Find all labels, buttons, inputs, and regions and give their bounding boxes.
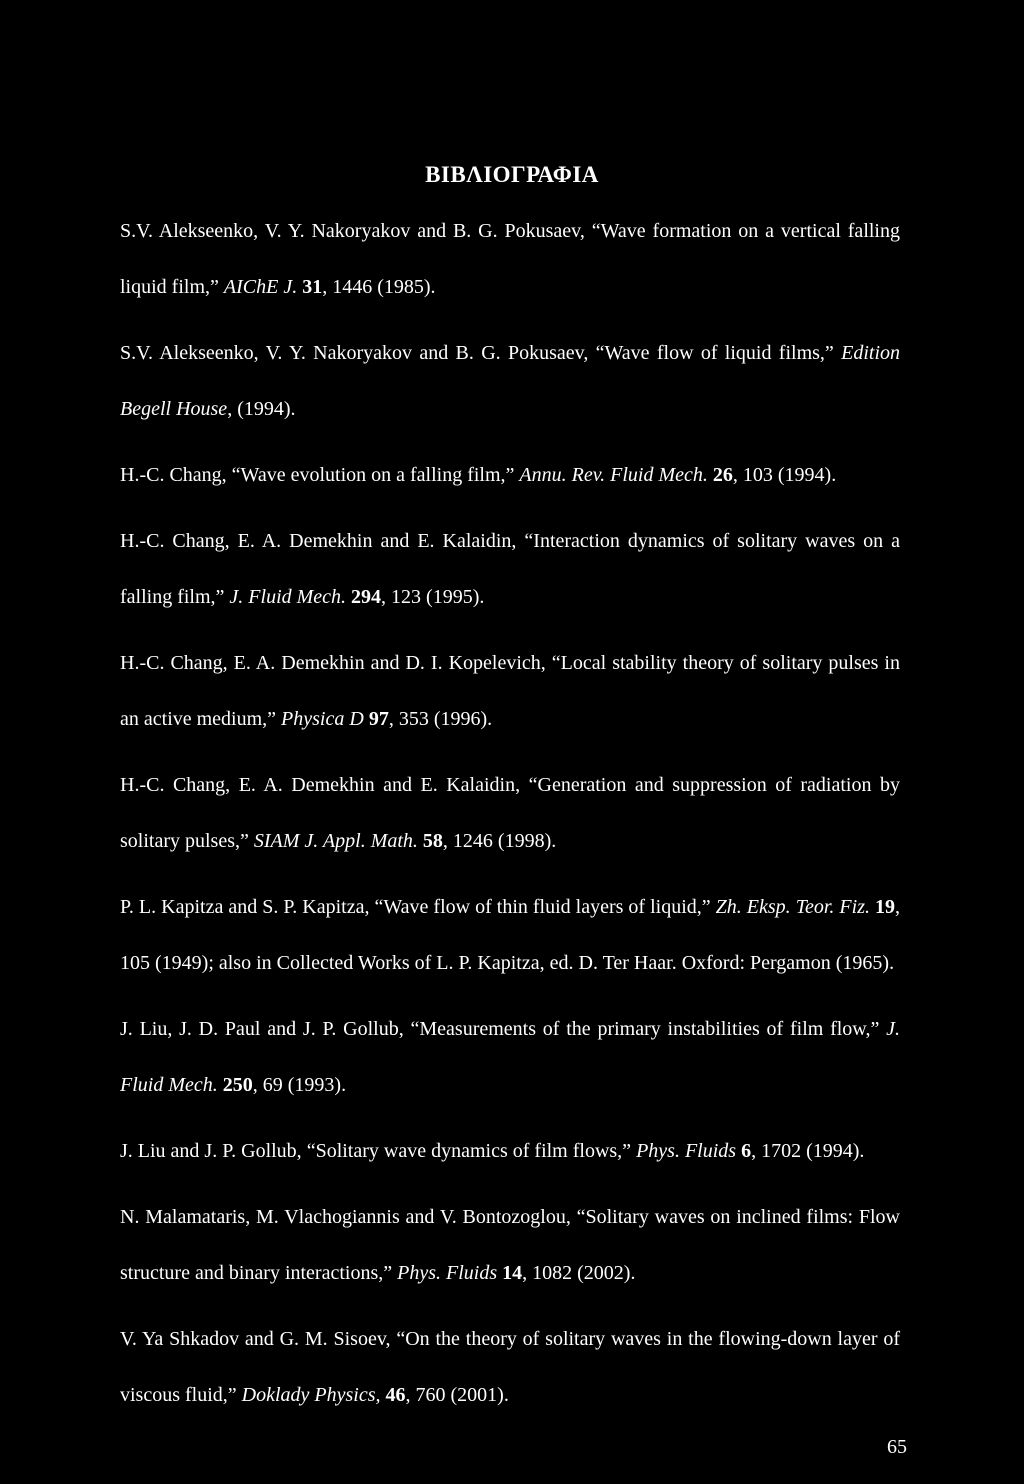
page-number: 65 [887, 1436, 907, 1458]
ref-authors: H.-C. Chang, E. A. Demekhin and E. Kalaidin, [120, 774, 529, 796]
ref-journal: Phys. Fluids [636, 1140, 737, 1162]
reference-item [120, 879, 900, 991]
ref-journal: Zh. Eksp. Teor. Fiz. [715, 896, 870, 918]
ref-volume: 58 [422, 830, 443, 852]
reference-item [120, 635, 900, 747]
ref-title: “Local stability theory of solitary pulses in an active medium,” [120, 652, 900, 730]
ref-title: “Solitary wave dynamics of film flows,” [306, 1140, 637, 1162]
ref-title: “Generation and suppression of radiation by solitary pulses,” [120, 774, 900, 852]
ref-volume: 97 [368, 708, 389, 730]
ref-title: “Interaction dynamics of solitary waves on a falling film,” [120, 530, 900, 608]
ref-tail: , 1082 (2002). [522, 1262, 636, 1284]
reference-item [120, 447, 900, 503]
ref-volume: 19 [875, 896, 896, 918]
ref-authors: J. Liu and J. P. Gollub, [120, 1140, 307, 1162]
ref-tail: , 103 (1994). [732, 464, 837, 486]
ref-authors: P. L. Kapitza and S. P. Kapitza, [120, 896, 375, 918]
ref-title: “Wave flow of thin fluid layers of liquid,” [374, 896, 716, 918]
ref-volume: 31 [302, 276, 323, 298]
ref-journal: Edition Begell House [120, 342, 900, 420]
reference-list [120, 203, 900, 1423]
ref-volume: 6 [741, 1140, 752, 1162]
reference-item [120, 1311, 900, 1423]
reference-item [120, 1001, 900, 1113]
ref-journal: SIAM J. Appl. Math. [253, 830, 418, 852]
ref-title: “On the theory of solitary waves in the flowing-down layer of viscous fluid,” [120, 1328, 901, 1406]
ref-authors: H.-C. Chang, E. A. Demekhin and D. I. Kopelevich, [120, 652, 552, 674]
reference-item [120, 1123, 900, 1179]
reference-item [120, 513, 900, 625]
ref-authors: V. Ya Shkadov and G. M. Sisoev, [120, 1328, 397, 1350]
ref-tail: , 353 (1996). [388, 708, 493, 730]
ref-journal: J. Fluid Mech. [120, 1018, 900, 1096]
reference-item [120, 1189, 900, 1301]
ref-volume: 14 [502, 1262, 523, 1284]
ref-authors: J. Liu, J. D. Paul and J. P. Gollub, [120, 1018, 411, 1040]
ref-authors: H.-C. Chang, [120, 464, 232, 486]
ref-title: “Wave formation on a vertical falling liquid film,” [120, 220, 900, 298]
page-heading: ΒΙΒΛΙΟΓΡΑΦΙΑ [425, 162, 599, 187]
ref-tail: , 69 (1993). [252, 1074, 347, 1096]
ref-title: “Solitary waves on inclined films: Flow structure and binary interactions,” [120, 1206, 900, 1284]
ref-journal: AIChE J. [223, 276, 298, 298]
ref-volume: 46 [385, 1384, 406, 1406]
ref-title: “Wave evolution on a falling film,” [231, 464, 520, 486]
reference-item [120, 203, 900, 315]
ref-title: “Wave flow of liquid films,” [595, 342, 842, 364]
ref-tail: , 123 (1995). [381, 586, 485, 608]
ref-tail: , 1446 (1985). [322, 276, 436, 298]
ref-tail: , 760 (2001). [405, 1384, 509, 1406]
ref-journal: Phys. Fluids [397, 1262, 498, 1284]
ref-tail: , 105 (1949); also in Collected Works of L. P. Kapitza, ed. D. Ter Haar. Oxford: Pergamon (1965). [120, 896, 901, 974]
ref-authors: S.V. Alekseenko, V. Y. Nakoryakov and B. G. Pokusaev, [120, 220, 592, 242]
ref-volume: 26 [712, 464, 733, 486]
ref-authors: H.-C. Chang, E. A. Demekhin and E. Kalaidin, [120, 530, 525, 552]
ref-tail: , 1246 (1998). [442, 830, 557, 852]
ref-tail: , (1994). [227, 398, 296, 420]
ref-journal: Annu. Rev. Fluid Mech. [519, 464, 708, 486]
ref-volume: 294 [351, 586, 382, 608]
ref-journal: Doklady Physics, [241, 1384, 381, 1406]
ref-volume: 250 [222, 1074, 253, 1096]
ref-journal: Physica D [281, 708, 364, 730]
reference-item [120, 325, 900, 437]
reference-item [120, 757, 900, 869]
ref-authors: S.V. Alekseenko, V. Y. Nakoryakov and B. G. Pokusaev, [120, 342, 596, 364]
ref-journal: J. Fluid Mech. [229, 586, 347, 608]
ref-authors: N. Malamataris, M. Vlachogiannis and V. Bontozoglou, [120, 1206, 577, 1228]
ref-title: “Measurements of the primary instabilities of film flow,” [410, 1018, 887, 1040]
ref-tail: , 1702 (1994). [751, 1140, 865, 1162]
